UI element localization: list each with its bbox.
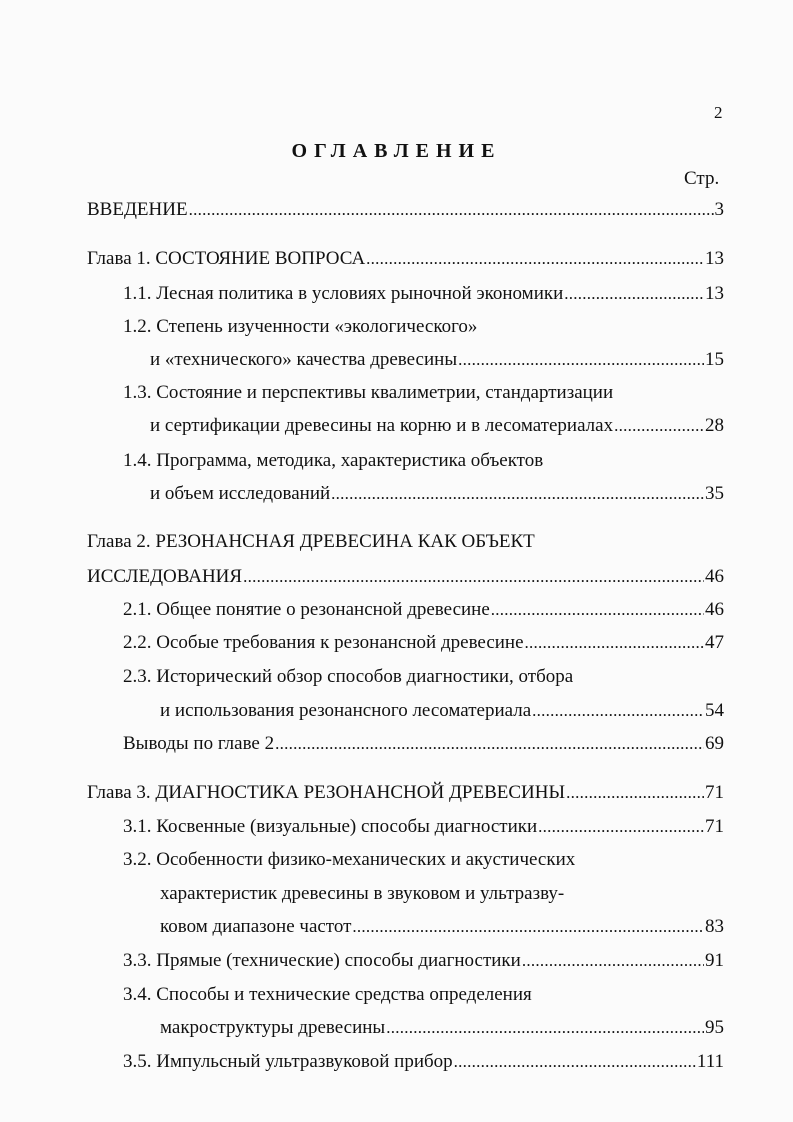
toc-entry-text: 3.5. Импульсный ультразвуковой прибор xyxy=(123,1051,453,1072)
toc-entry-1-2-line1: 1.2. Степень изученности «экологического» xyxy=(123,316,478,337)
toc-entry-2-3[interactable] xyxy=(160,698,724,724)
toc-entry-3-1[interactable] xyxy=(123,814,724,840)
toc-entry-page: 46 xyxy=(705,599,724,620)
toc-entry-intro[interactable] xyxy=(87,197,724,223)
toc-entry-text: и «технического» качества древесины xyxy=(150,349,458,370)
leader-dots xyxy=(566,780,704,806)
toc-entry-page: 69 xyxy=(705,733,724,754)
leader-dots xyxy=(331,481,704,507)
toc-entry-3-2[interactable] xyxy=(160,914,724,940)
toc-entry-page: 71 xyxy=(705,816,724,837)
toc-entry-chapter-1[interactable] xyxy=(87,246,724,272)
toc-entry-page: 47 xyxy=(705,632,724,653)
toc-entry-text: и сертификации древесины на корню и в лесоматериалах xyxy=(150,415,614,436)
toc-entry-1-3[interactable] xyxy=(150,413,724,439)
toc-entry-page: 3 xyxy=(714,199,724,220)
toc-entry-page: 13 xyxy=(705,248,724,269)
leader-dots xyxy=(243,564,704,590)
toc-entry-page: 13 xyxy=(705,283,724,304)
leader-dots xyxy=(275,731,704,757)
toc-entry-text: 3.3. Прямые (технические) способы диагностики xyxy=(123,950,521,971)
leader-dots xyxy=(538,814,704,840)
toc-entry-page: 91 xyxy=(705,950,724,971)
toc-entry-page: 46 xyxy=(705,566,724,587)
toc-entry-page: 54 xyxy=(705,700,724,721)
leader-dots xyxy=(491,597,704,623)
leader-dots xyxy=(525,630,704,656)
toc-entry-text: Выводы по главе 2 xyxy=(123,733,275,754)
leader-dots xyxy=(366,246,704,272)
toc-entry-page: 28 xyxy=(705,415,724,436)
toc-entry-2-1[interactable] xyxy=(123,597,724,623)
toc-entry-page: 35 xyxy=(705,483,724,504)
leader-dots xyxy=(386,1015,704,1041)
toc-entry-1-4[interactable] xyxy=(150,481,724,507)
page-number: 2 xyxy=(714,103,723,122)
toc-entry-text: Глава 3. ДИАГНОСТИКА РЕЗОНАНСНОЙ ДРЕВЕСИНЫ xyxy=(87,782,566,803)
toc-entry-3-4-line1: 3.4. Способы и технические средства определения xyxy=(123,984,532,1005)
toc-entry-text: 2.1. Общее понятие о резонансной древесине xyxy=(123,599,490,620)
toc-entry-text: макроструктуры древесины xyxy=(160,1017,386,1038)
toc-entry-page: 71 xyxy=(705,782,724,803)
leader-dots xyxy=(189,197,714,223)
toc-entry-text: ковом диапазоне частот xyxy=(160,916,352,937)
toc-entry-text: 2.2. Особые требования к резонансной древесине xyxy=(123,632,524,653)
toc-entry-text: и объем исследований xyxy=(150,483,331,504)
toc-entry-page: 95 xyxy=(705,1017,724,1038)
toc-entry-text: Глава 1. СОСТОЯНИЕ ВОПРОСА xyxy=(87,248,366,269)
toc-entry-conclusions-2[interactable] xyxy=(123,731,724,757)
leader-dots xyxy=(522,948,704,974)
leader-dots xyxy=(532,698,704,724)
leader-dots xyxy=(454,1049,696,1075)
toc-entry-3-2-line1: 3.2. Особенности физико-механических и акустических xyxy=(123,849,576,870)
toc-entry-text: 1.1. Лесная политика в условиях рыночной экономики xyxy=(123,283,564,304)
toc-entry-1-2[interactable] xyxy=(150,347,724,373)
toc-entry-chapter-2-line1: Глава 2. РЕЗОНАНСНАЯ ДРЕВЕСИНА КАК ОБЪЕКТ xyxy=(87,531,535,552)
toc-entry-text: ВВЕДЕНИЕ xyxy=(87,199,188,220)
toc-entry-page: 15 xyxy=(705,349,724,370)
toc-entry-3-4[interactable] xyxy=(160,1015,724,1041)
leader-dots xyxy=(352,914,704,940)
leader-dots xyxy=(564,281,704,307)
toc-entry-2-3-line1: 2.3. Исторический обзор способов диагностики, отбора xyxy=(123,666,574,687)
toc-entry-2-2[interactable] xyxy=(123,630,724,656)
toc-entry-chapter-3[interactable] xyxy=(87,780,724,806)
toc-entry-chapter-2[interactable] xyxy=(87,564,724,590)
toc-entry-3-3[interactable] xyxy=(123,948,724,974)
leader-dots xyxy=(458,347,704,373)
toc-entry-3-5[interactable] xyxy=(123,1049,724,1075)
toc-entry-1-1[interactable] xyxy=(123,281,724,307)
toc-title: ОГЛАВЛЕНИЕ xyxy=(291,140,502,162)
toc-entry-page: 111 xyxy=(696,1051,724,1072)
toc-entry-text: ИССЛЕДОВАНИЯ xyxy=(87,566,243,587)
page-column-label: Стр. xyxy=(684,168,720,189)
toc-entry-text: и использования резонансного лесоматериала xyxy=(160,700,532,721)
toc-entry-1-3-line1: 1.3. Состояние и перспективы квалиметрии, стандартизации xyxy=(123,382,614,403)
toc-entry-1-4-line1: 1.4. Программа, методика, характеристика объектов xyxy=(123,450,544,471)
toc-entry-3-2-line2: характеристик древесины в звуковом и ультразву- xyxy=(160,883,565,904)
toc-entry-page: 83 xyxy=(705,916,724,937)
leader-dots xyxy=(614,413,704,439)
toc-entry-text: 3.1. Косвенные (визуальные) способы диагностики xyxy=(123,816,538,837)
